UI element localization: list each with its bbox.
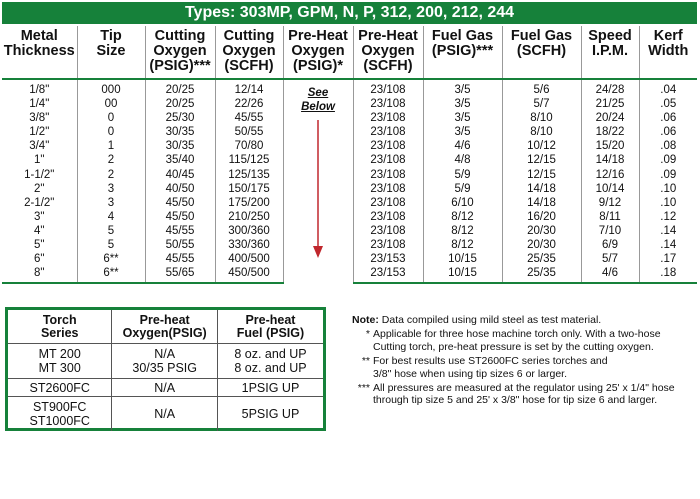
cutting-settings-table: [2, 26, 697, 284]
text-line: through tip size 5 and 25' x 3/8" hose for tip size 6 and larger.: [373, 394, 658, 407]
table-cell: 5/7: [581, 252, 639, 266]
torch-row: [8, 379, 323, 397]
footnote-mark: ***: [357, 382, 370, 395]
table-cell: 20/24: [581, 111, 639, 125]
text-line: (PSIG)*: [293, 58, 343, 74]
table-cell: 6**: [77, 252, 145, 266]
torch-cell: [8, 397, 112, 432]
table-cell: 8/12: [423, 210, 502, 224]
table-cell: .06: [639, 111, 697, 125]
text-line: ST900FC: [32, 400, 87, 414]
table-cell: 4": [34, 224, 45, 237]
settings-table-wrapper: [2, 26, 697, 284]
table-cell: 25/30: [145, 111, 215, 125]
table-cell: 6": [34, 253, 45, 266]
table-cell: 10/15: [423, 252, 502, 266]
text-line: Torch: [42, 313, 77, 327]
column-header: [639, 26, 697, 79]
text-line: Pre-Heat: [288, 28, 348, 44]
column-header: [215, 26, 283, 79]
torch-column-header: [112, 310, 218, 344]
table-cell: 12/14: [215, 79, 283, 97]
table-row: [2, 79, 697, 97]
table-cell: 3/5: [423, 111, 502, 125]
table-cell: 125/135: [215, 168, 283, 182]
table-cell: .17: [639, 252, 697, 266]
table-cell: 3: [77, 182, 145, 196]
torch-series-table: [8, 310, 323, 431]
table-cell: 50/55: [215, 125, 283, 139]
table-cell: 3/5: [423, 125, 502, 139]
text-line: ST2600FC: [29, 380, 90, 395]
table-cell: .14: [639, 238, 697, 252]
table-cell: 00: [77, 97, 145, 111]
table-cell: 45/50: [145, 196, 215, 210]
table-cell: 25/35: [502, 252, 581, 266]
text-line: Pre-heat: [139, 313, 190, 327]
table-cell: 4/6: [581, 266, 639, 283]
table-cell: .18: [639, 266, 697, 283]
text-line: N/A: [154, 407, 176, 421]
table-cell: 12/15: [502, 168, 581, 182]
text-line: Oxygen(PSIG): [122, 326, 207, 340]
table-cell: 23/108: [353, 79, 423, 97]
table-cell: 1-1/2": [24, 168, 55, 181]
text-line: Oxygen: [361, 43, 415, 59]
text-line: Speed: [588, 28, 632, 44]
column-header: [423, 26, 502, 79]
table-cell: 18/22: [581, 125, 639, 139]
see-below-note: [284, 86, 353, 114]
table-cell: 23/108: [353, 168, 423, 182]
table-cell: 23/108: [353, 238, 423, 252]
note-intro: [352, 314, 692, 326]
table-cell: 2-1/2": [24, 196, 55, 209]
text-line: I.P.M.: [592, 43, 628, 59]
text-line: Metal: [20, 28, 58, 44]
table-cell: 2: [77, 168, 145, 182]
table-cell: 23/108: [353, 111, 423, 125]
text-line: N/A: [154, 347, 176, 361]
table-cell: 5: [77, 224, 145, 238]
column-header: [145, 26, 215, 79]
table-cell: 14/18: [502, 182, 581, 196]
table-cell: .09: [639, 153, 697, 167]
table-cell: .08: [639, 139, 697, 153]
table-cell: .10: [639, 196, 697, 210]
table-cell: 210/250: [215, 210, 283, 224]
table-cell: 10/14: [581, 182, 639, 196]
torch-row: [8, 397, 323, 432]
table-cell: 23/108: [353, 139, 423, 153]
table-cell: 20/25: [145, 79, 215, 97]
table-cell: 4/8: [423, 153, 502, 167]
table-cell: 24/28: [581, 79, 639, 97]
table-cell: 23/153: [353, 252, 423, 266]
table-cell: 8/11: [581, 210, 639, 224]
text-line: (PSIG)***: [149, 58, 211, 74]
text-line: (SCFH): [516, 43, 567, 59]
table-cell: .09: [639, 168, 697, 182]
torch-cell: [112, 379, 218, 397]
table-cell: 45/50: [145, 210, 215, 224]
text-line: N/A: [154, 380, 176, 395]
text-line: (SCFH): [363, 58, 413, 74]
note-intro-text: Data compiled using mild steel as test material.: [381, 314, 602, 326]
table-cell: .05: [639, 97, 697, 111]
table-cell: 16/20: [502, 210, 581, 224]
footnote: [352, 355, 692, 380]
table-cell: 23/108: [353, 153, 423, 167]
text-line: MT 300: [38, 361, 81, 375]
table-cell: 20/30: [502, 224, 581, 238]
table-cell: 2: [77, 153, 145, 167]
table-cell: 175/200: [215, 196, 283, 210]
table-cell: 10/12: [502, 139, 581, 153]
table-cell: 23/108: [353, 210, 423, 224]
table-cell: 7/10: [581, 224, 639, 238]
table-cell: .04: [639, 79, 697, 97]
table-cell: 8/10: [502, 111, 581, 125]
table-cell: 6/9: [581, 238, 639, 252]
table-cell: 25/35: [502, 266, 581, 283]
column-header: [353, 26, 423, 79]
table-cell: 5: [77, 238, 145, 252]
text-line: Width: [648, 43, 689, 59]
table-cell: .10: [639, 182, 697, 196]
footnote-text: [373, 328, 692, 353]
column-header: [283, 26, 353, 79]
table-cell: 45/55: [215, 111, 283, 125]
text-line: Thickness: [3, 43, 75, 59]
table-cell: 3/8": [29, 112, 50, 125]
table-cell: 55/65: [145, 266, 215, 283]
table-cell: 450/500: [215, 266, 283, 283]
table-cell: 0: [77, 125, 145, 139]
table-cell: 8/12: [423, 224, 502, 238]
footnote-text: [373, 382, 692, 407]
table-cell: 1": [34, 154, 45, 167]
table-cell: 3": [34, 210, 45, 223]
footnote-text: [373, 355, 692, 380]
column-header: [77, 26, 145, 79]
torch-cell: [217, 379, 323, 397]
table-cell: 6/10: [423, 196, 502, 210]
preheat-oxygen-psig-cell: [283, 79, 353, 283]
table-cell: 5/9: [423, 182, 502, 196]
table-cell: 40/45: [145, 168, 215, 182]
table-cell: 23/108: [353, 182, 423, 196]
footnote: [352, 328, 692, 353]
table-cell: 1/8": [29, 84, 50, 96]
table-cell: 3/4": [29, 140, 50, 153]
text-line: (PSIG)***: [431, 43, 494, 59]
table-cell: 150/175: [215, 182, 283, 196]
table-cell: 4/6: [423, 139, 502, 153]
torch-cell: [217, 397, 323, 432]
torch-cell: [112, 344, 218, 379]
table-cell: 45/55: [145, 224, 215, 238]
text-line: Oxygen: [291, 43, 345, 59]
text-line: Fuel Gas: [431, 28, 494, 44]
table-cell: 30/35: [145, 125, 215, 139]
torch-row: [8, 344, 323, 379]
text-line: Series: [40, 326, 79, 340]
text-line: 8 oz. and UP: [234, 361, 307, 375]
table-cell: 20/25: [145, 97, 215, 111]
down-arrow-icon: [313, 120, 323, 258]
table-cell: 000: [77, 79, 145, 97]
table-cell: 8": [2, 266, 77, 283]
table-cell: 12/16: [581, 168, 639, 182]
footnote: [352, 382, 692, 407]
text-line: Below: [301, 101, 335, 113]
table-cell: 12/15: [502, 153, 581, 167]
table-cell: 0: [77, 111, 145, 125]
text-line: All pressures are measured at the regulator using 25' x 1/4" hose: [373, 382, 675, 395]
table-cell: 10/15: [423, 266, 502, 283]
torch-cell: [217, 344, 323, 379]
text-line: Cutting: [223, 28, 275, 44]
text-line: Oxygen: [222, 43, 276, 59]
table-cell: 23/108: [353, 196, 423, 210]
table-cell: 1/2": [29, 126, 50, 139]
table-body: [2, 79, 697, 283]
notes-section: [352, 314, 692, 407]
table-cell: .06: [639, 125, 697, 139]
table-cell: 14/18: [502, 196, 581, 210]
text-line: ST1000FC: [29, 414, 90, 428]
table-cell: 23/108: [353, 224, 423, 238]
text-line: (SCFH): [224, 58, 274, 74]
table-cell: 22/26: [215, 97, 283, 111]
table-cell: 5/9: [423, 168, 502, 182]
text-line: Kerf: [653, 28, 683, 44]
table-cell: 300/360: [215, 224, 283, 238]
table-cell: .14: [639, 224, 697, 238]
table-cell: 400/500: [215, 252, 283, 266]
text-line: Fuel (PSIG): [236, 326, 305, 340]
table-cell: 70/80: [215, 139, 283, 153]
table-cell: 50/55: [145, 238, 215, 252]
table-cell: 115/125: [215, 153, 283, 167]
table-cell: 23/108: [353, 125, 423, 139]
table-cell: 5": [34, 239, 45, 252]
table-cell: 23/108: [353, 97, 423, 111]
torch-series-table-box: [5, 307, 326, 431]
text-line: Fuel Gas: [510, 28, 573, 44]
table-cell: 5/6: [502, 79, 581, 97]
torch-table-body: [8, 344, 323, 432]
table-cell: 40/50: [145, 182, 215, 196]
table-cell: 330/360: [215, 238, 283, 252]
table-cell: 2": [34, 182, 45, 195]
note-label: Note:: [352, 314, 379, 326]
column-header: [2, 26, 77, 79]
table-cell: 3/5: [423, 97, 502, 111]
text-line: Pre-Heat: [358, 28, 418, 44]
table-cell: 8/12: [423, 238, 502, 252]
torch-cell: [8, 344, 112, 379]
torch-header-row: [8, 310, 323, 344]
text-line: 5PSIG UP: [241, 407, 300, 421]
torch-column-header: [8, 310, 112, 344]
table-cell: 6**: [77, 266, 145, 283]
footnote-mark: **: [361, 355, 370, 368]
text-line: Size: [96, 43, 126, 59]
text-line: See: [307, 87, 329, 99]
text-line: MT 200: [38, 347, 81, 361]
table-cell: 4: [77, 210, 145, 224]
text-line: 30/35 PSIG: [132, 361, 197, 375]
table-cell: 14/18: [581, 153, 639, 167]
torch-cell: [8, 379, 112, 397]
table-cell: 9/12: [581, 196, 639, 210]
table-cell: 23/153: [353, 266, 423, 283]
column-header: [502, 26, 581, 79]
text-line: Applicable for three hose machine torch only. With a two-hose: [373, 328, 661, 341]
text-line: Pre-heat: [245, 313, 296, 327]
table-cell: 15/20: [581, 139, 639, 153]
table-cell: 5/7: [502, 97, 581, 111]
table-cell: 35/40: [145, 153, 215, 167]
text-line: 3/8" hose when using tip sizes 6 or larger.: [373, 367, 568, 380]
column-header: [581, 26, 639, 79]
table-cell: 45/55: [145, 252, 215, 266]
text-line: Tip: [100, 28, 122, 44]
text-line: Oxygen: [153, 43, 207, 59]
table-cell: 1: [77, 139, 145, 153]
text-line: For best results use ST2600FC series torches and: [373, 355, 608, 368]
table-cell: 1/4": [29, 98, 50, 111]
table-cell: 20/30: [502, 238, 581, 252]
header-row: [2, 26, 697, 79]
torch-cell: [112, 397, 218, 432]
table-cell: 21/25: [581, 97, 639, 111]
text-line: Cutting torch, pre-heat pressure is set by the cutting oxygen.: [373, 340, 654, 353]
table-cell: 3/5: [423, 79, 502, 97]
table-cell: 3: [77, 196, 145, 210]
table-cell: .12: [639, 210, 697, 224]
torch-column-header: [217, 310, 323, 344]
text-line: 1PSIG UP: [241, 380, 300, 395]
text-line: Cutting: [154, 28, 206, 44]
table-cell: 8/10: [502, 125, 581, 139]
types-banner: Types: 303MP, GPM, N, P, 312, 200, 212, 244: [2, 2, 697, 24]
text-line: 8 oz. and UP: [234, 347, 307, 361]
table-cell: 30/35: [145, 139, 215, 153]
footnote-mark: *: [365, 328, 370, 341]
